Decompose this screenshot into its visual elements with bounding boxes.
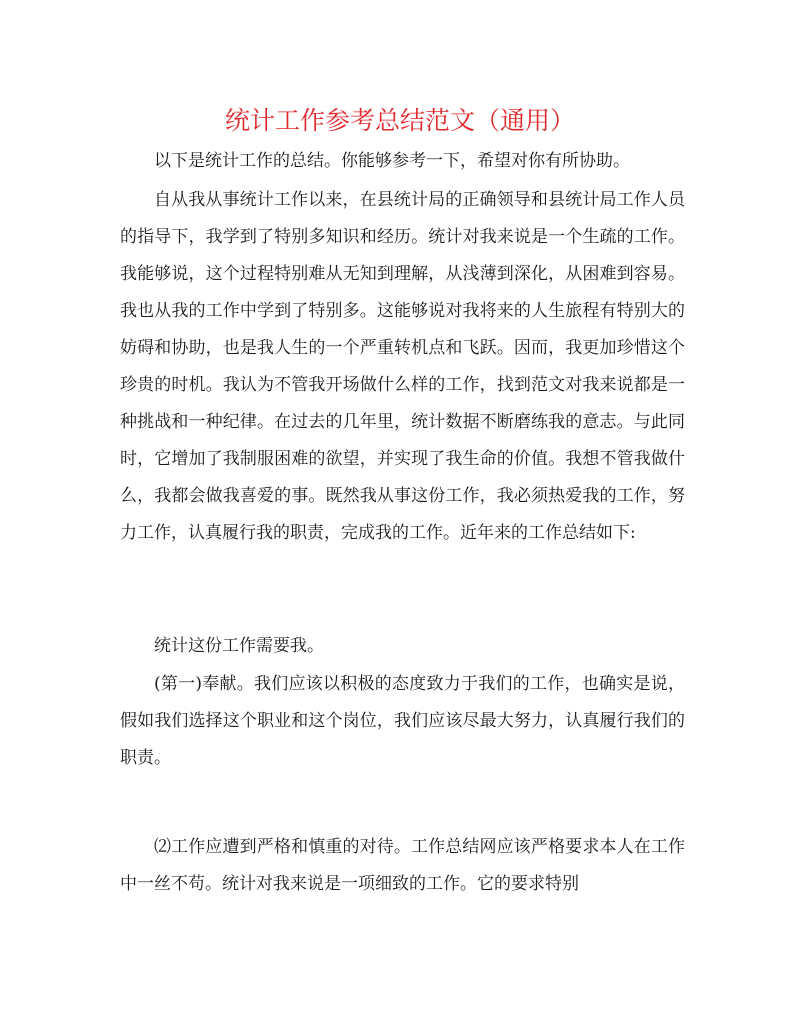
paragraph-experience xyxy=(120,182,685,552)
paragraph-rigor xyxy=(120,829,685,903)
paragraph-text: (第一)奉献。我们应该以积极的态度致力于我们的工作，也确实是说，假如我们选择这个职业和这个岗位，我们应该尽最大努力，认真履行我们的职责。 xyxy=(120,674,685,768)
document-title: 统计工作参考总结范文（通用） xyxy=(224,106,575,135)
paragraph-text: 以下是统计工作的总结。你能够参考一下，希望对你有所协助。 xyxy=(154,151,630,171)
paragraph-dedication xyxy=(120,666,685,777)
paragraph-text: 自从我从事统计工作以来，在县统计局的正确领导和县统计局工作人员的指导下，我学到了特别多知识和经历。统计对我来说是一个生疏的工作。我能够说，这个过程特别难从无知到理解，从浅薄到深化，从困难到容易。我也从我的工作中学到了特别多。这能够说对我将来的人生旅程有特别大的妨碍和协助，也是我人生的一个严重转机点和飞跃。因而，我更加珍惜这个珍贵的时机。我认为不管我开场做什么样的工作，找到范文对我来说都是一种挑战和一种纪律。在过去的几年里，统计数据不断磨练我的意志。与此同时，它增加了我制服困难的欲望，并实现了我生命的价值。我想不管我做什么，我都会做我喜爱的事。既然我从事这份工作，我必须热爱我的工作，努力工作，认真履行我的职责，完成我的工作。近年来的工作总结如下: xyxy=(120,190,685,543)
paragraph-need xyxy=(120,628,685,665)
paragraph-intro xyxy=(120,143,685,180)
paragraph-text: ⑵工作应遭到严格和慎重的对待。工作总结网应该严格要求本人在工作中一丝不苟。统计对我来说是一项细致的工作。它的要求特别 xyxy=(120,837,685,894)
paragraph-text: 统计这份工作需要我。 xyxy=(154,636,324,656)
